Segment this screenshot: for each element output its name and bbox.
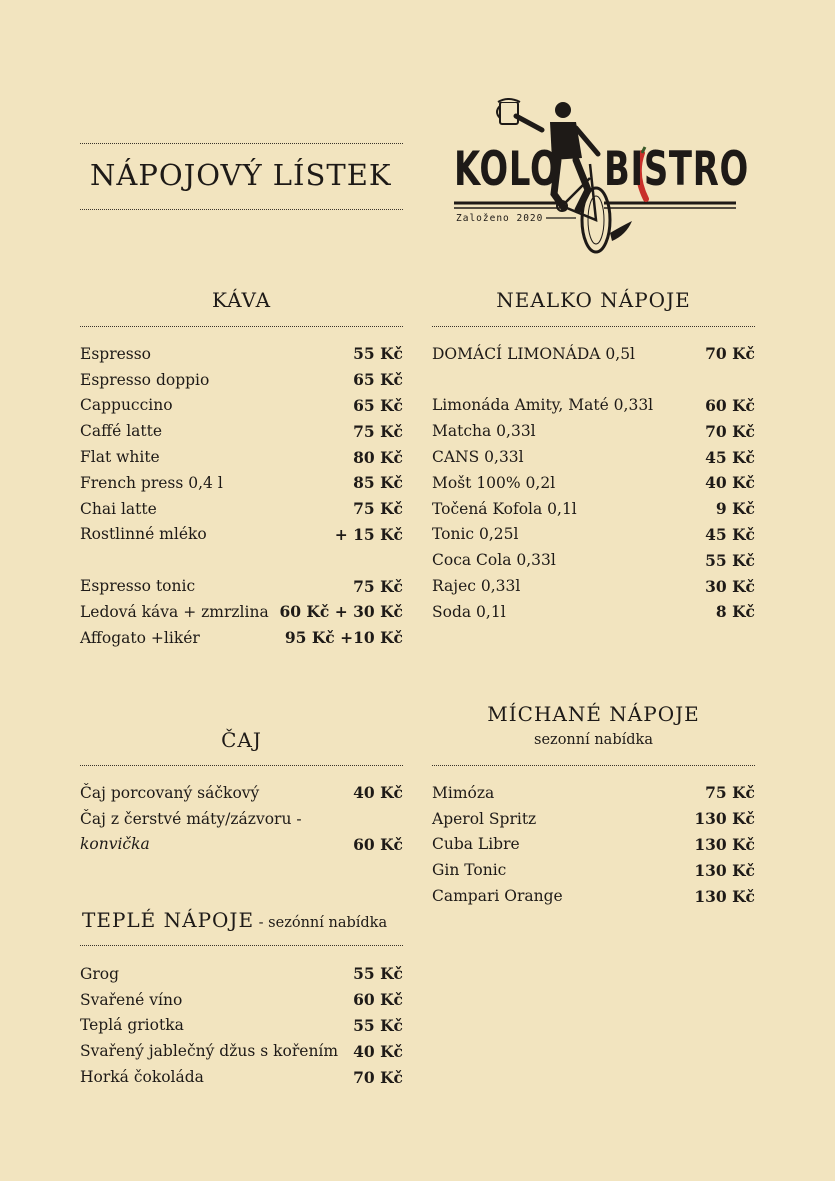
- section-subtitle-teple: - sezónní nabídka: [254, 915, 388, 931]
- item-name: Mimóza: [432, 783, 495, 802]
- list-item: [432, 857, 755, 883]
- item-name: Horká čokoláda: [80, 1068, 204, 1087]
- item-name: Chai latte: [80, 499, 157, 518]
- item-price: 55 Kč: [353, 344, 403, 364]
- nealko-list: [432, 341, 755, 625]
- list-item: [80, 987, 403, 1013]
- list-item: [80, 780, 403, 806]
- list-item: [432, 496, 755, 522]
- item-price: 65 Kč: [353, 395, 403, 415]
- list-item: [432, 806, 755, 832]
- item-name: Coca Cola 0,33l: [432, 551, 556, 570]
- section-title-caj: ČAJ: [221, 728, 262, 752]
- item-price: 45 Kč: [705, 447, 755, 467]
- list-item: [432, 780, 755, 806]
- item-price: 75 Kč: [353, 576, 403, 596]
- item-price: 60 Kč + 30 Kč: [279, 602, 403, 622]
- section-subtitle-michane: sezonní nabídka: [534, 732, 653, 748]
- item-price: 75 Kč: [353, 499, 403, 519]
- item-price: 55 Kč: [353, 1015, 403, 1035]
- item-price: 9 Kč: [715, 499, 755, 519]
- list-item: [432, 883, 755, 909]
- item-name: Soda 0,1l: [432, 602, 506, 621]
- michane-rule: [432, 765, 755, 766]
- item-price: 40 Kč: [705, 473, 755, 493]
- item-name: Espresso: [80, 344, 152, 363]
- item-price: 75 Kč: [353, 421, 403, 441]
- list-item: [432, 547, 755, 573]
- item-name: Espresso tonic: [80, 577, 196, 596]
- list-item: [80, 1013, 403, 1039]
- list-item: [432, 522, 755, 548]
- item-name: Grog: [80, 964, 120, 983]
- item-price: + 15 Kč: [334, 524, 403, 544]
- item-name: Čaj z čerstvé máty/zázvoru -: [80, 809, 302, 828]
- teple-list: [80, 961, 403, 1090]
- item-name: Flat white: [80, 448, 160, 467]
- list-item: [432, 418, 755, 444]
- list-item: [432, 393, 755, 419]
- item-price: 70 Kč: [705, 344, 755, 364]
- list-item: [80, 496, 403, 522]
- item-name: Espresso doppio: [80, 370, 210, 389]
- list-item: [80, 470, 403, 496]
- item-name: Točená Kofola 0,1l: [432, 499, 577, 518]
- item-price: 60 Kč: [353, 990, 403, 1010]
- list-item: [80, 1038, 403, 1064]
- list-item: [80, 832, 403, 858]
- list-item: [432, 573, 755, 599]
- item-price: 130 Kč: [694, 834, 755, 854]
- list-item: [432, 470, 755, 496]
- logo-founded: Založeno 2020: [456, 213, 544, 224]
- item-price: 130 Kč: [694, 886, 755, 906]
- nealko-rule: [432, 326, 755, 327]
- item-price: 40 Kč: [353, 1041, 403, 1061]
- item-price: 75 Kč: [705, 783, 755, 803]
- list-item: [80, 806, 403, 832]
- item-price: 45 Kč: [705, 524, 755, 544]
- item-name: Tonic 0,25l: [432, 525, 519, 544]
- item-name: Ledová káva + zmrzlina: [80, 602, 269, 621]
- list-item: [80, 1064, 403, 1090]
- list-item: [432, 599, 755, 625]
- item-price: 60 Kč: [353, 834, 403, 854]
- section-title-nealko: NEALKO NÁPOJE: [496, 288, 691, 312]
- item-name: Svařený jablečný džus s kořením: [80, 1042, 339, 1061]
- item-name: Rajec 0,33l: [432, 577, 521, 596]
- item-price: 70 Kč: [705, 421, 755, 441]
- page-title: NÁPOJOVÝ LÍSTEK: [90, 158, 392, 192]
- list-item: [80, 367, 403, 393]
- title-rule-bottom: [80, 209, 403, 210]
- item-name: Cappuccino: [80, 396, 173, 415]
- item-name: Mošt 100% 0,2l: [432, 473, 556, 492]
- kava-rule: [80, 326, 403, 327]
- item-name: Teplá griotka: [80, 1016, 184, 1035]
- item-name: Čaj porcovaný sáčkový: [80, 783, 260, 802]
- item-name: Cuba Libre: [432, 835, 520, 854]
- item-name: DOMÁCÍ LIMONÁDA 0,5l: [432, 344, 636, 363]
- caj-list: [80, 780, 403, 857]
- item-price: 55 Kč: [705, 550, 755, 570]
- item-name: Affogato +likér: [80, 628, 200, 647]
- item-name: Limonáda Amity, Maté 0,33l: [432, 396, 654, 415]
- item-price: 8 Kč: [715, 602, 755, 622]
- list-item: [80, 341, 403, 367]
- list-item: [80, 573, 403, 599]
- item-price: 30 Kč: [705, 576, 755, 596]
- caj-rule: [80, 765, 403, 766]
- list-item: [80, 393, 403, 419]
- item-name: Rostlinné mléko: [80, 525, 207, 544]
- item-price: 130 Kč: [694, 860, 755, 880]
- list-item: [80, 522, 403, 548]
- logo-word-bistro: BISTRO: [604, 142, 749, 197]
- list-item: [80, 625, 403, 651]
- logo-word-kolo: KOLO: [454, 142, 560, 197]
- item-price: 85 Kč: [353, 473, 403, 493]
- kolo-bistro-logo: [450, 98, 749, 258]
- item-name: CANS 0,33l: [432, 448, 524, 467]
- list-gap: [80, 547, 403, 573]
- title-rule-top: [80, 143, 403, 144]
- list-item: [80, 418, 403, 444]
- item-price: 70 Kč: [353, 1067, 403, 1087]
- item-price: 40 Kč: [353, 783, 403, 803]
- item-name-continued: konvička: [80, 835, 150, 854]
- teple-rule: [80, 945, 403, 946]
- item-name: Gin Tonic: [432, 861, 507, 880]
- item-name: Caffé latte: [80, 422, 163, 441]
- list-item: [80, 961, 403, 987]
- item-name: Svařené víno: [80, 990, 183, 1009]
- section-title-kava: KÁVA: [211, 288, 272, 312]
- item-name: Matcha 0,33l: [432, 422, 536, 441]
- item-name: Campari Orange: [432, 887, 563, 906]
- item-price: 65 Kč: [353, 370, 403, 390]
- section-title-teple-wrap: [82, 908, 387, 932]
- item-name: Aperol Spritz: [432, 809, 537, 828]
- list-item: [432, 444, 755, 470]
- list-item: [432, 832, 755, 858]
- list-item: [80, 599, 403, 625]
- item-price: 95 Kč +10 Kč: [284, 628, 403, 648]
- kava-list: [80, 341, 403, 651]
- list-item: [80, 444, 403, 470]
- item-name: French press 0,4 l: [80, 473, 223, 492]
- item-price: 80 Kč: [353, 447, 403, 467]
- item-price: 130 Kč: [694, 809, 755, 829]
- list-gap: [432, 367, 755, 393]
- michane-list: [432, 780, 755, 909]
- section-title-michane: MÍCHANÉ NÁPOJE: [487, 702, 700, 726]
- item-price: 60 Kč: [705, 395, 755, 415]
- list-item: [432, 341, 755, 367]
- section-title-teple: TEPLÉ NÁPOJE: [82, 908, 255, 932]
- item-price: 55 Kč: [353, 964, 403, 984]
